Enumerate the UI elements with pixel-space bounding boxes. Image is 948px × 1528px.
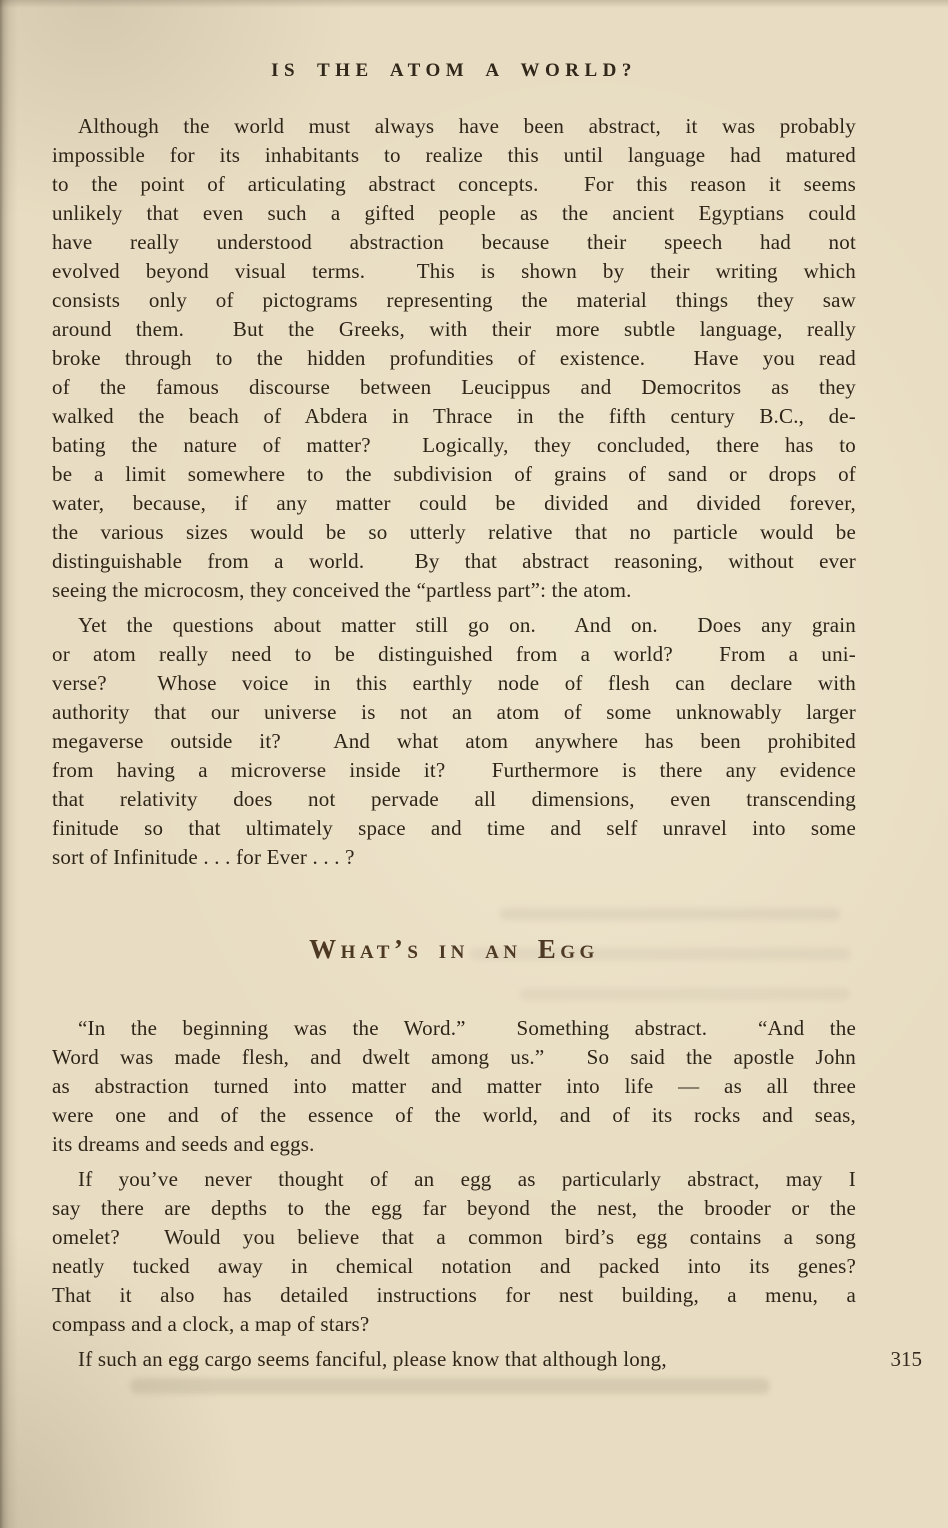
text-line: megaverse outside it? And what atom anywhere has been prohibited [52,729,856,753]
section-paragraphs [52,1014,856,1374]
text-line: of the famous discourse between Leucippus and Democritos as they [52,375,856,399]
text-line: Although the world must always have been abstract, it was probably [78,114,856,138]
page-top-shadow [0,0,948,8]
ink-bleed-through [130,1378,770,1394]
text-line: walked the beach of Abdera in Thrace in the fifth century B.C., de- [52,404,856,428]
paragraph [52,1014,856,1159]
page-number: 315 [890,1347,922,1371]
paragraph [52,112,856,605]
text-line: If such an egg cargo seems fanciful, please know that although long, [78,1347,667,1371]
text-line: were one and of the essence of the world, and of its rocks and seas, [52,1103,856,1127]
section-whats-in-an-egg [52,930,856,1374]
text-line: distinguishable from a world. By that abstract reasoning, without ever [52,549,856,573]
text-line: neatly tucked away in chemical notation and packed into its genes? [52,1254,856,1278]
text-line: that relativity does not pervade all dimensions, even transcending [52,787,856,811]
text-line: from having a microverse inside it? Furthermore is there any evidence [52,758,856,782]
text-line: omelet? Would you believe that a common bird’s egg contains a song [52,1225,856,1249]
text-line: finitude so that ultimately space and time and self unravel into some [52,816,856,840]
text-line: water, because, if any matter could be divided and divided forever, [52,491,856,515]
text-line: around them. But the Greeks, with their more subtle language, really [52,317,856,341]
text-line: broke through to the hidden profundities of existence. Have you read [52,346,856,370]
text-line: impossible for its inhabitants to realize this until language had matured [52,143,856,167]
text-line: say there are depths to the egg far beyond the nest, the brooder or the [52,1196,856,1220]
text-line: compass and a clock, a map of stars? [52,1312,370,1336]
text-line: evolved beyond visual terms. This is shown by their writing which [52,259,856,283]
text-line: If you’ve never thought of an egg as particularly abstract, may I [78,1167,856,1191]
text-line: have really understood abstraction because their speech had not [52,230,856,254]
text-line: be a limit somewhere to the subdivision of grains of sand or drops of [52,462,856,486]
section-paragraphs [52,112,856,872]
text-line: Yet the questions about matter still go on. And on. Does any grain [78,613,856,637]
text-line: bating the nature of matter? Logically, they concluded, there has to [52,433,856,457]
paragraph [52,611,856,872]
text-line: or atom really need to be distinguished from a world? From a uni- [52,642,856,666]
text-line: consists only of pictograms representing the material things they saw [52,288,856,312]
text-line: authority that our universe is not an atom of some unknowably larger [52,700,856,724]
text-line: the various sizes would be so utterly relative that no particle would be [52,520,856,544]
text-line: “In the beginning was the Word.” Something abstract. “And the [78,1016,856,1040]
text-line: unlikely that even such a gifted people as the ancient Egyptians could [52,201,856,225]
text-line: Word was made flesh, and dwelt among us.” So said the apostle John [52,1045,856,1069]
text-line: its dreams and seeds and eggs. [52,1132,315,1156]
text-line: That it also has detailed instructions for nest building, a menu, a [52,1283,856,1307]
paragraph [52,1345,856,1374]
running-head: IS THE ATOM A WORLD? [271,60,637,81]
text-line: as abstraction turned into matter and matter into life — as all three [52,1074,856,1098]
page-binding-shadow [0,0,18,1528]
text-column [52,112,922,1374]
paragraph [52,1165,856,1339]
text-line: seeing the microcosm, they conceived the “partless part”: the atom. [52,578,632,602]
section-heading: What’s in an Egg [309,934,599,964]
section-is-the-atom-a-world [52,112,856,872]
text-line: verse? Whose voice in this earthly node of flesh can declare with [52,671,856,695]
text-line: sort of Infinitude . . . for Ever . . . ? [52,845,355,869]
text-line: to the point of articulating abstract concepts. For this reason it seems [52,172,856,196]
